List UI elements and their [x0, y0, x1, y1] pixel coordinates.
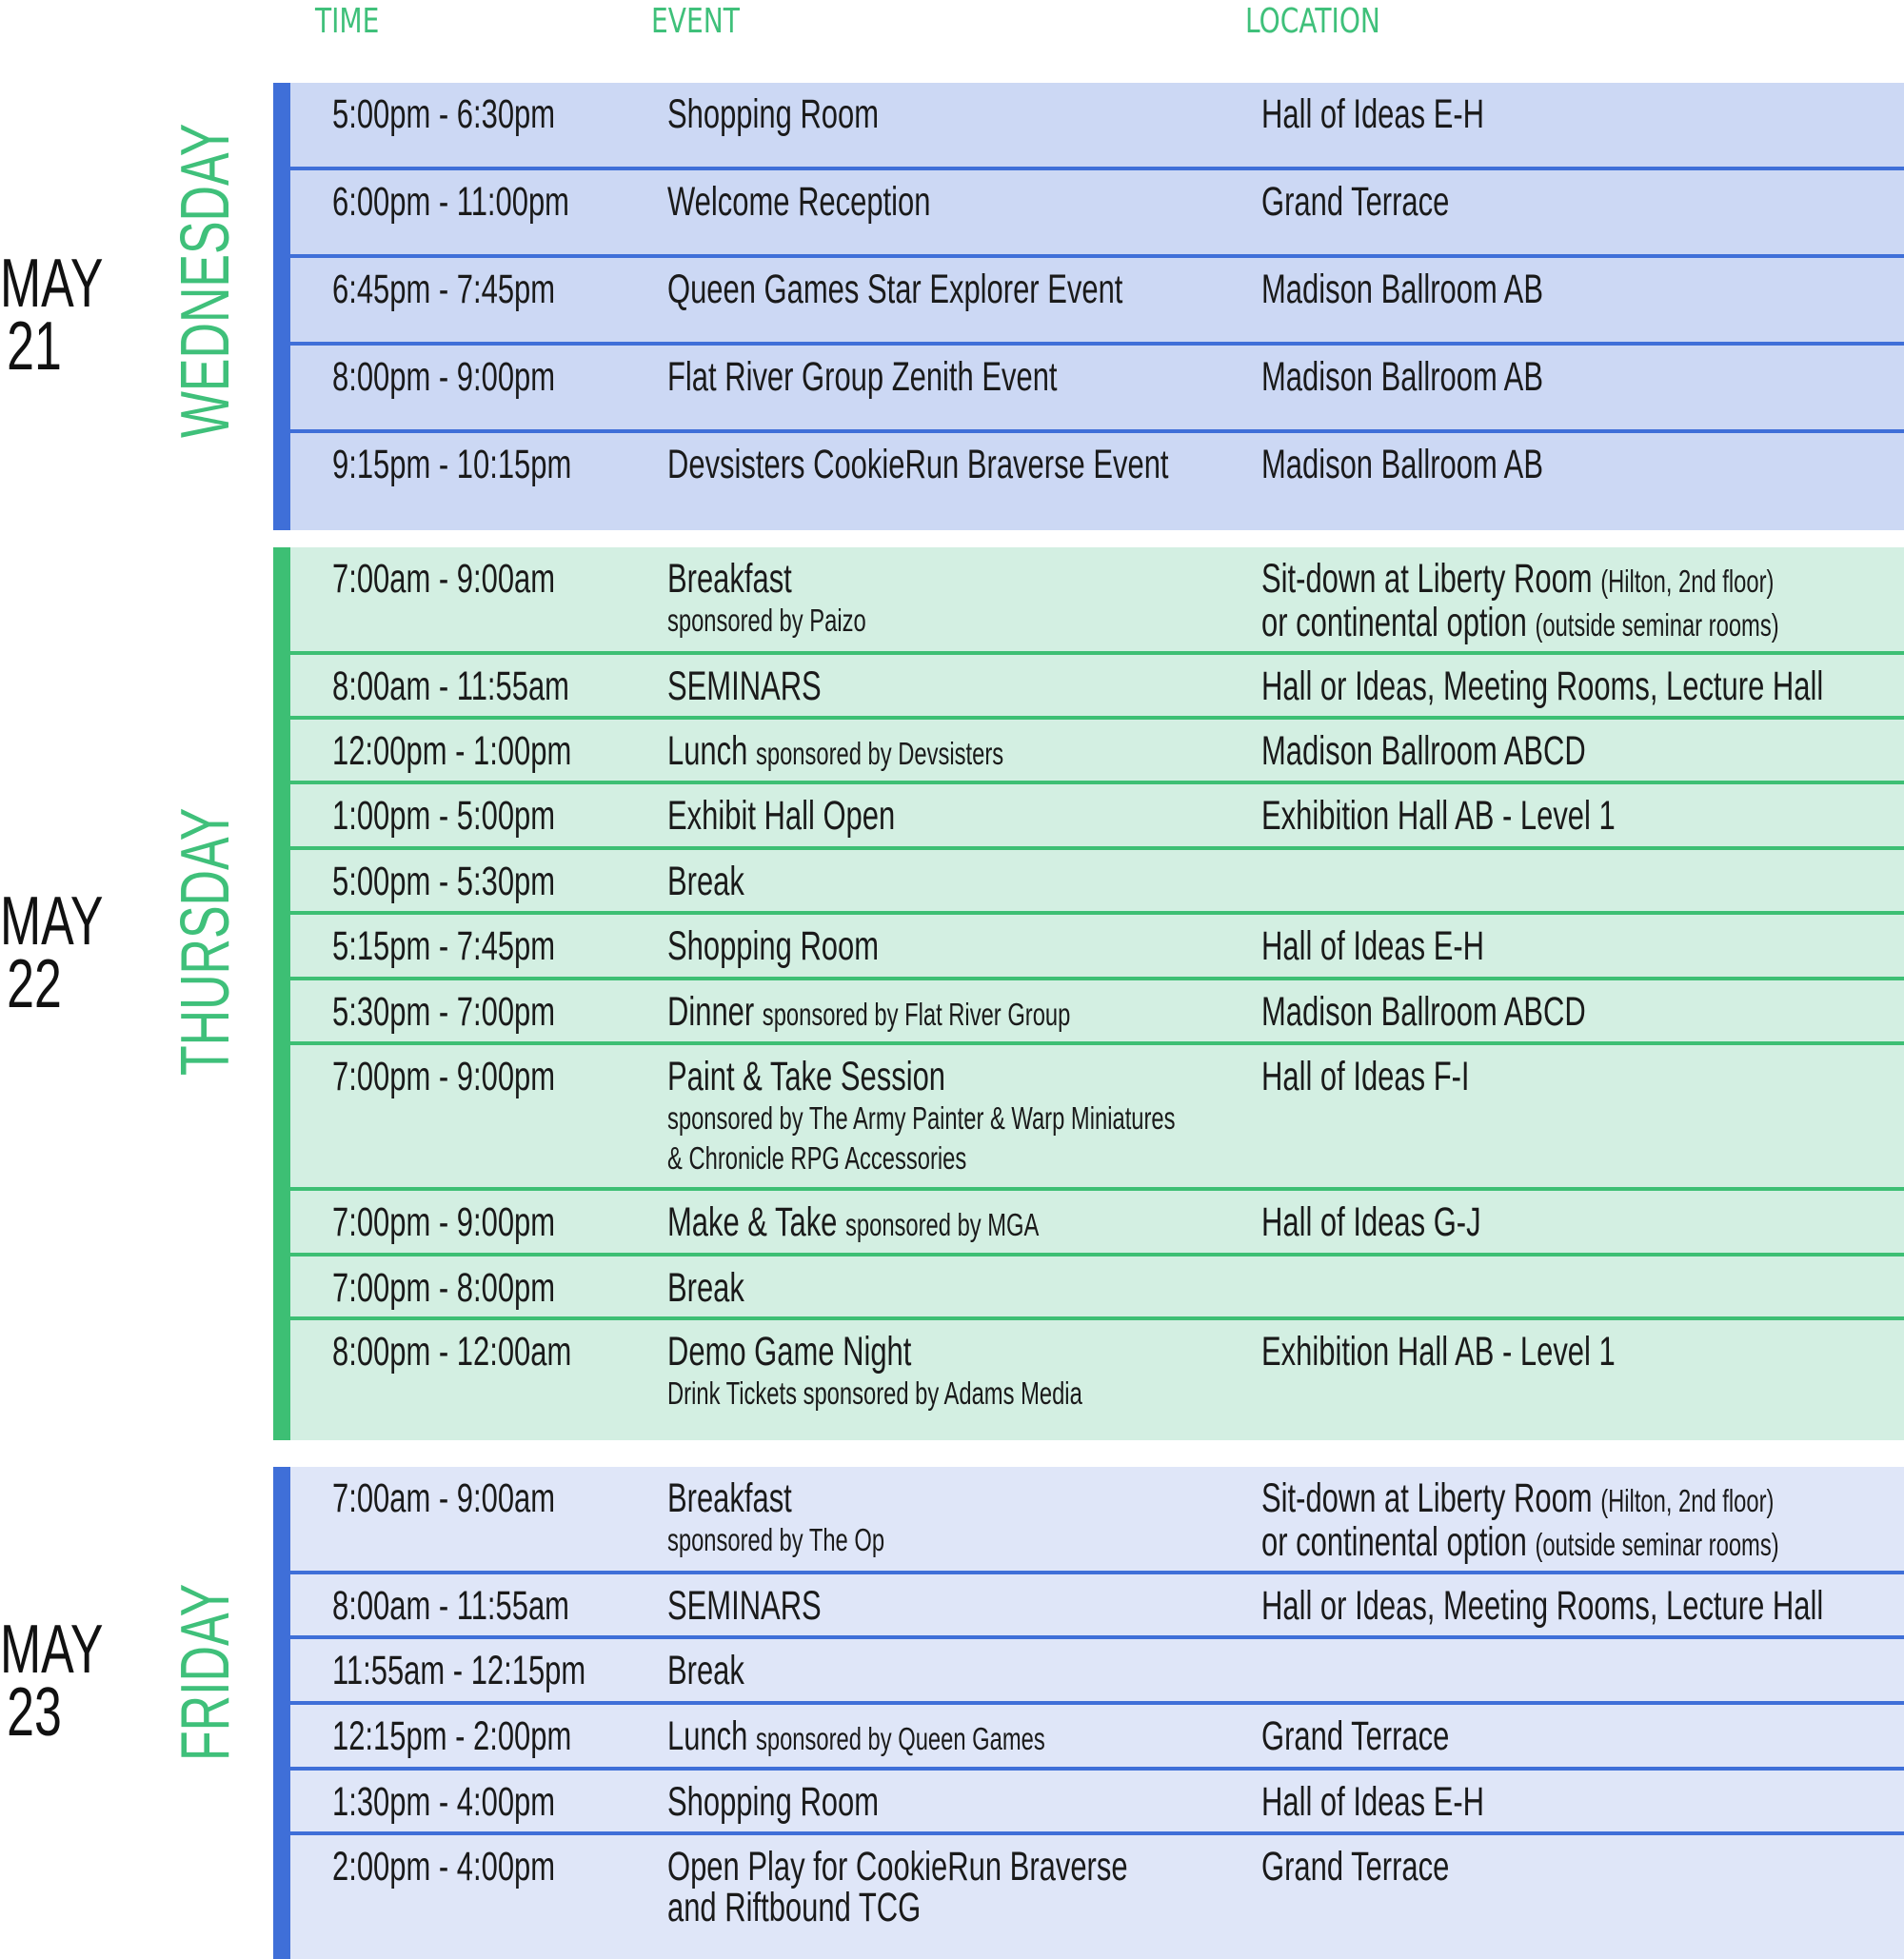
event-sponsor: sponsored by Devsisters	[755, 736, 1004, 771]
date-month: MAY	[0, 246, 104, 322]
schedule-row	[290, 170, 1904, 258]
weekday-label: THURSDAY	[168, 807, 244, 1076]
row-time: 8:00am - 11:55am	[332, 1583, 569, 1629]
row-time: 2:00pm - 4:00pm	[332, 1844, 556, 1890]
event-title: Lunch	[667, 728, 748, 774]
row-time: 5:15pm - 7:45pm	[332, 923, 556, 969]
schedule-row	[290, 1320, 1904, 1440]
weekday-label: FRIDAY	[168, 1583, 244, 1761]
row-time: 8:00pm - 12:00am	[332, 1329, 572, 1375]
row-event	[667, 1649, 744, 1692]
row-event	[667, 267, 1122, 311]
event-title: Open Play for CookieRun Braverse	[667, 1844, 1128, 1890]
row-location	[1261, 180, 1449, 224]
date-day: 23	[7, 1674, 62, 1751]
schedule-row	[290, 346, 1904, 433]
location-name: Sit-down at Liberty Room	[1261, 1475, 1593, 1521]
location-name: Grand Terrace	[1261, 1713, 1450, 1759]
schedule-row	[290, 784, 1904, 850]
schedule-row	[290, 1771, 1904, 1835]
row-event	[667, 924, 879, 968]
row-event	[667, 1200, 1039, 1247]
event-title: Devsisters CookieRun Braverse Event	[667, 442, 1169, 487]
event-title: Demo Game Night	[667, 1329, 912, 1375]
row-time: 7:00pm - 9:00pm	[332, 1054, 556, 1099]
column-header-location: LOCATION	[1245, 2, 1380, 41]
schedule-row	[290, 980, 1904, 1045]
event-sponsor: Drink Tickets sponsored by Adams Media	[667, 1375, 1082, 1411]
location-name: Hall of Ideas F-I	[1261, 1054, 1470, 1099]
location-name: Madison Ballroom AB	[1261, 442, 1543, 487]
row-time: 8:00am - 11:55am	[332, 663, 569, 709]
location-name: Hall or Ideas, Meeting Rooms, Lecture Hall	[1261, 663, 1824, 709]
event-title: SEMINARS	[667, 1583, 822, 1629]
row-time: 12:00pm - 1:00pm	[332, 728, 572, 774]
event-title: Flat River Group Zenith Event	[667, 354, 1058, 400]
row-event	[667, 557, 866, 641]
row-location	[1261, 267, 1543, 311]
location-name: Madison Ballroom AB	[1261, 267, 1543, 312]
row-event	[667, 1266, 744, 1310]
row-event	[667, 1330, 1082, 1414]
row-time: 1:00pm - 5:00pm	[332, 793, 556, 839]
row-time: 8:00pm - 9:00pm	[332, 354, 556, 400]
schedule-row	[290, 1191, 1904, 1257]
schedule-row	[290, 1705, 1904, 1771]
date-day: 21	[7, 308, 62, 385]
column-header-time: TIME	[315, 2, 380, 41]
location-note: (outside seminar rooms)	[1535, 1527, 1779, 1562]
event-title: Shopping Room	[667, 1779, 880, 1825]
day-section	[273, 547, 1904, 1440]
day-section	[273, 83, 1904, 530]
row-event	[667, 1584, 822, 1628]
location-line-2	[1261, 600, 1779, 645]
event-title: Paint & Take Session	[667, 1054, 946, 1099]
location-name: Hall or Ideas, Meeting Rooms, Lecture Hall	[1261, 1583, 1824, 1629]
row-location	[1261, 92, 1484, 136]
row-location	[1261, 1476, 1779, 1564]
schedule-row	[290, 915, 1904, 980]
row-time: 5:00pm - 6:30pm	[332, 91, 556, 137]
row-location	[1261, 1780, 1484, 1824]
date-label	[0, 883, 104, 1022]
schedule-row	[290, 1467, 1904, 1574]
row-event	[667, 729, 1003, 776]
row-location	[1261, 794, 1616, 838]
row-time: 5:00pm - 5:30pm	[332, 859, 556, 904]
location-name: or continental option	[1261, 600, 1527, 645]
date-month: MAY	[0, 1612, 104, 1688]
row-time: 11:55am - 12:15pm	[332, 1648, 586, 1693]
event-sponsor: sponsored by MGA	[845, 1207, 1040, 1242]
event-title: Lunch	[667, 1713, 748, 1759]
row-event	[667, 355, 1058, 399]
row-time: 7:00pm - 9:00pm	[332, 1199, 556, 1245]
schedule-row	[290, 655, 1904, 720]
event-title: Shopping Room	[667, 923, 880, 969]
schedule-row	[290, 720, 1904, 784]
event-sponsor: sponsored by Paizo	[667, 603, 866, 638]
event-title: Shopping Room	[667, 91, 880, 137]
row-time: 12:15pm - 2:00pm	[332, 1713, 572, 1759]
location-name: or continental option	[1261, 1519, 1527, 1565]
row-location	[1261, 990, 1586, 1034]
row-time: 1:30pm - 4:00pm	[332, 1779, 556, 1825]
event-title: Exhibit Hall Open	[667, 793, 896, 839]
row-event	[667, 1055, 1176, 1178]
row-event	[667, 180, 930, 224]
event-title: Break	[667, 859, 744, 904]
location-name: Hall of Ideas E-H	[1261, 1779, 1485, 1825]
row-event	[667, 990, 1070, 1037]
day-accent-bar	[273, 83, 290, 530]
row-time: 7:00pm - 8:00pm	[332, 1265, 556, 1311]
row-time: 6:45pm - 7:45pm	[332, 267, 556, 312]
row-event	[667, 1714, 1045, 1761]
row-location	[1261, 1714, 1449, 1758]
location-name: Exhibition Hall AB - Level 1	[1261, 1329, 1616, 1375]
row-event	[667, 794, 895, 838]
date-month: MAY	[0, 883, 104, 960]
date-day: 22	[7, 946, 62, 1022]
row-location	[1261, 924, 1484, 968]
location-name: Hall of Ideas G-J	[1261, 1199, 1481, 1245]
row-location	[1261, 443, 1543, 486]
location-note: (outside seminar rooms)	[1535, 607, 1779, 643]
location-name: Hall of Ideas E-H	[1261, 923, 1485, 969]
row-location	[1261, 1200, 1481, 1244]
event-title: Queen Games Star Explorer Event	[667, 267, 1123, 312]
event-title: Dinner	[667, 989, 755, 1035]
row-event	[667, 1476, 884, 1560]
day-accent-bar	[273, 547, 290, 1440]
event-sponsor: sponsored by Queen Games	[755, 1721, 1045, 1756]
location-name: Madison Ballroom ABCD	[1261, 728, 1586, 774]
schedule-row	[290, 1045, 1904, 1191]
day-section	[273, 1467, 1904, 1959]
event-title: SEMINARS	[667, 663, 822, 709]
event-title: Welcome Reception	[667, 179, 931, 225]
date-label	[0, 1612, 104, 1751]
location-note: (Hilton, 2nd floor)	[1600, 564, 1775, 599]
column-header-event: EVENT	[651, 2, 740, 41]
row-event	[667, 860, 744, 903]
row-time: 7:00am - 9:00am	[332, 556, 556, 602]
location-name: Exhibition Hall AB - Level 1	[1261, 793, 1616, 839]
schedule-row	[290, 258, 1904, 346]
date-label	[0, 246, 104, 385]
event-title: Breakfast	[667, 556, 792, 602]
schedule-row	[290, 1835, 1904, 1959]
row-location	[1261, 1845, 1449, 1889]
row-time: 7:00am - 9:00am	[332, 1475, 556, 1521]
row-location	[1261, 1330, 1616, 1374]
row-event	[667, 1844, 1128, 1930]
event-sponsor: sponsored by The Op	[667, 1522, 885, 1557]
location-name: Madison Ballroom ABCD	[1261, 989, 1586, 1035]
row-event	[667, 92, 879, 136]
row-location	[1261, 729, 1586, 773]
event-sponsor: & Chronicle RPG Accessories	[667, 1140, 967, 1176]
event-title: Breakfast	[667, 1475, 792, 1521]
location-name: Grand Terrace	[1261, 179, 1450, 225]
event-title: Break	[667, 1648, 744, 1693]
schedule-row	[290, 547, 1904, 655]
weekday-label: WEDNESDAY	[168, 123, 244, 439]
schedule-row	[290, 1574, 1904, 1639]
schedule-row	[290, 1257, 1904, 1320]
event-title: Break	[667, 1265, 744, 1311]
row-time: 5:30pm - 7:00pm	[332, 989, 556, 1035]
schedule-row	[290, 433, 1904, 530]
row-location	[1261, 664, 1823, 708]
day-rows	[290, 83, 1904, 530]
day-rows	[290, 1467, 1904, 1959]
location-name: Grand Terrace	[1261, 1844, 1450, 1890]
row-event	[667, 1780, 879, 1824]
location-line-2	[1261, 1519, 1779, 1565]
row-event	[667, 443, 1169, 486]
day-rows	[290, 547, 1904, 1440]
event-title: Make & Take	[667, 1199, 838, 1245]
row-location	[1261, 557, 1779, 644]
location-name: Hall of Ideas E-H	[1261, 91, 1485, 137]
schedule-row	[290, 850, 1904, 915]
event-sponsor: sponsored by The Army Painter & Warp Miniatures	[667, 1100, 1176, 1136]
row-time: 6:00pm - 11:00pm	[332, 179, 569, 225]
event-sponsor: sponsored by Flat River Group	[762, 997, 1071, 1032]
event-title-cont: and Riftbound TCG	[667, 1885, 922, 1930]
row-location	[1261, 355, 1543, 399]
schedule-row	[290, 1639, 1904, 1705]
row-location	[1261, 1584, 1823, 1628]
location-note: (Hilton, 2nd floor)	[1600, 1483, 1775, 1518]
row-event	[667, 664, 822, 708]
row-location	[1261, 1055, 1470, 1098]
location-name: Sit-down at Liberty Room	[1261, 556, 1593, 602]
row-time: 9:15pm - 10:15pm	[332, 442, 572, 487]
location-name: Madison Ballroom AB	[1261, 354, 1543, 400]
day-accent-bar	[273, 1467, 290, 1959]
schedule-row	[290, 83, 1904, 170]
